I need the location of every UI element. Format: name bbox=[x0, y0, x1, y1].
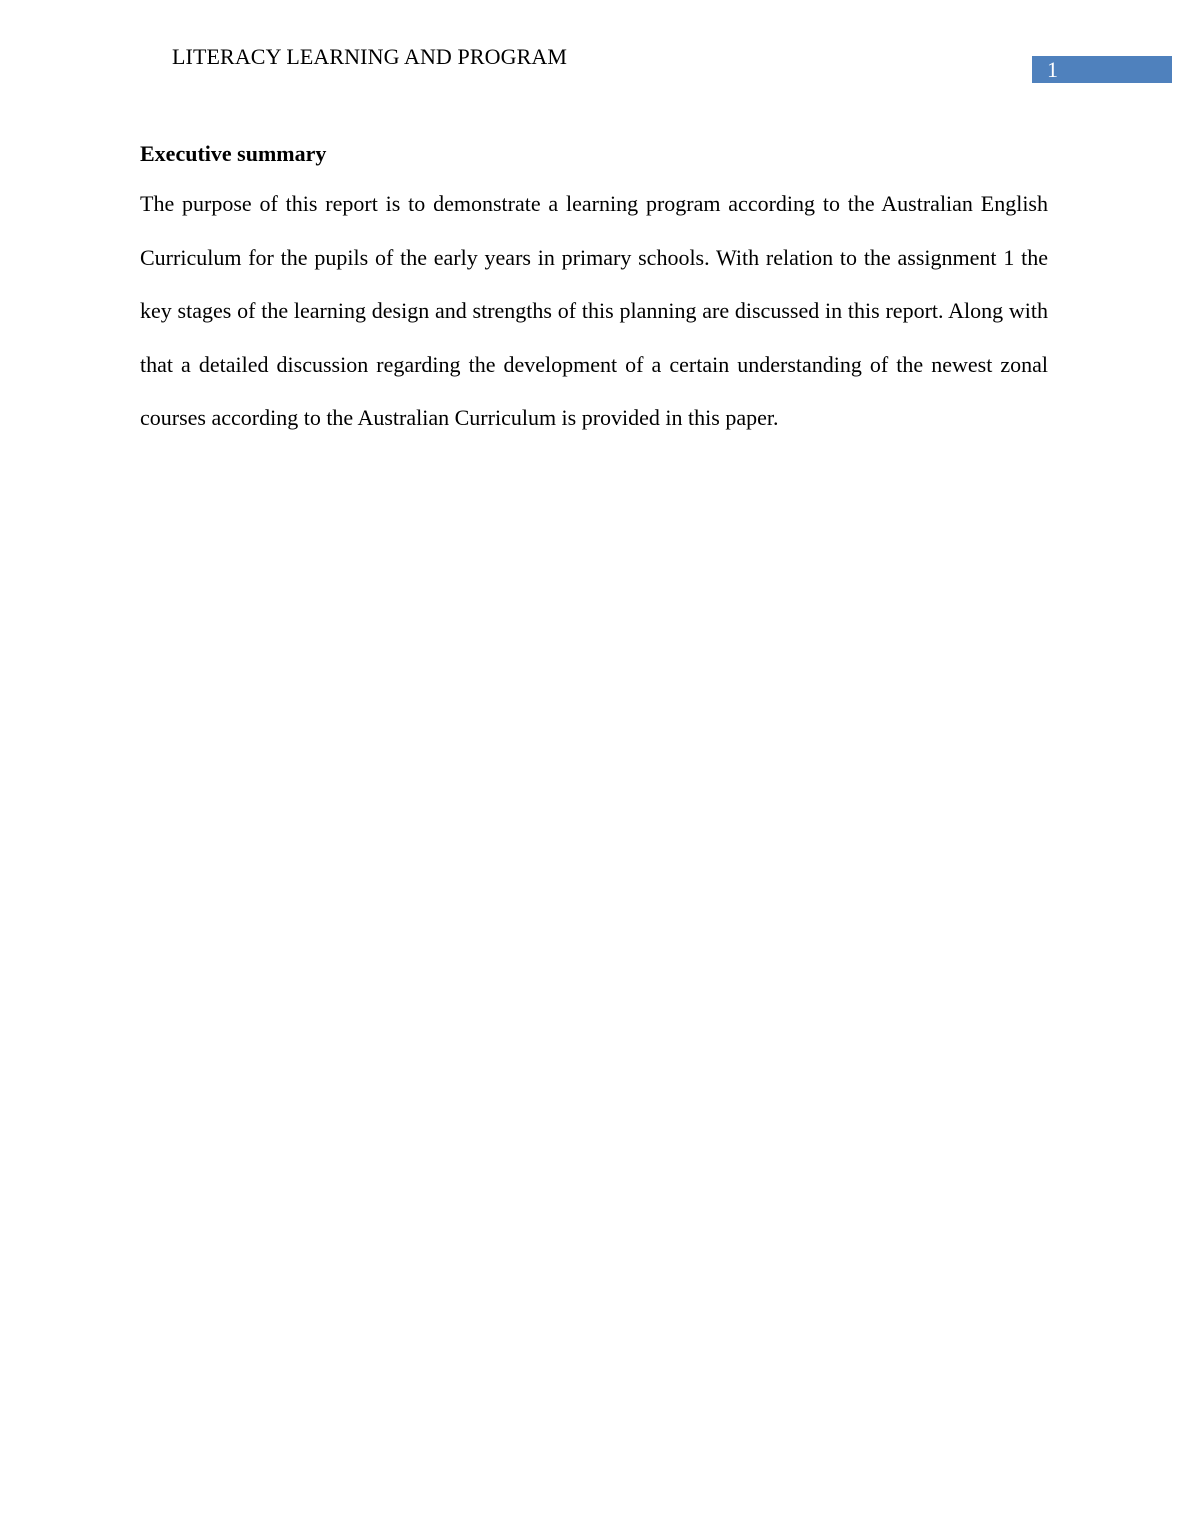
section-heading: Executive summary bbox=[140, 141, 327, 166]
running-head: LITERACY LEARNING AND PROGRAM bbox=[172, 44, 568, 69]
page-number: 1 bbox=[1047, 57, 1058, 82]
page-number-box bbox=[1032, 56, 1172, 83]
executive-summary-paragraph: The purpose of this report is to demonstrate a learning program according to the Australian English Curriculum for the pupils of the early years in primary schools. With relation to the assignment 1 the key stages of the learning design and strengths of this planning are discussed in this report. Along with that a detailed discussion regarding the development of a certain understanding of the newest zonal courses according to the Australian Curriculum is provided in this paper. bbox=[140, 191, 1048, 431]
